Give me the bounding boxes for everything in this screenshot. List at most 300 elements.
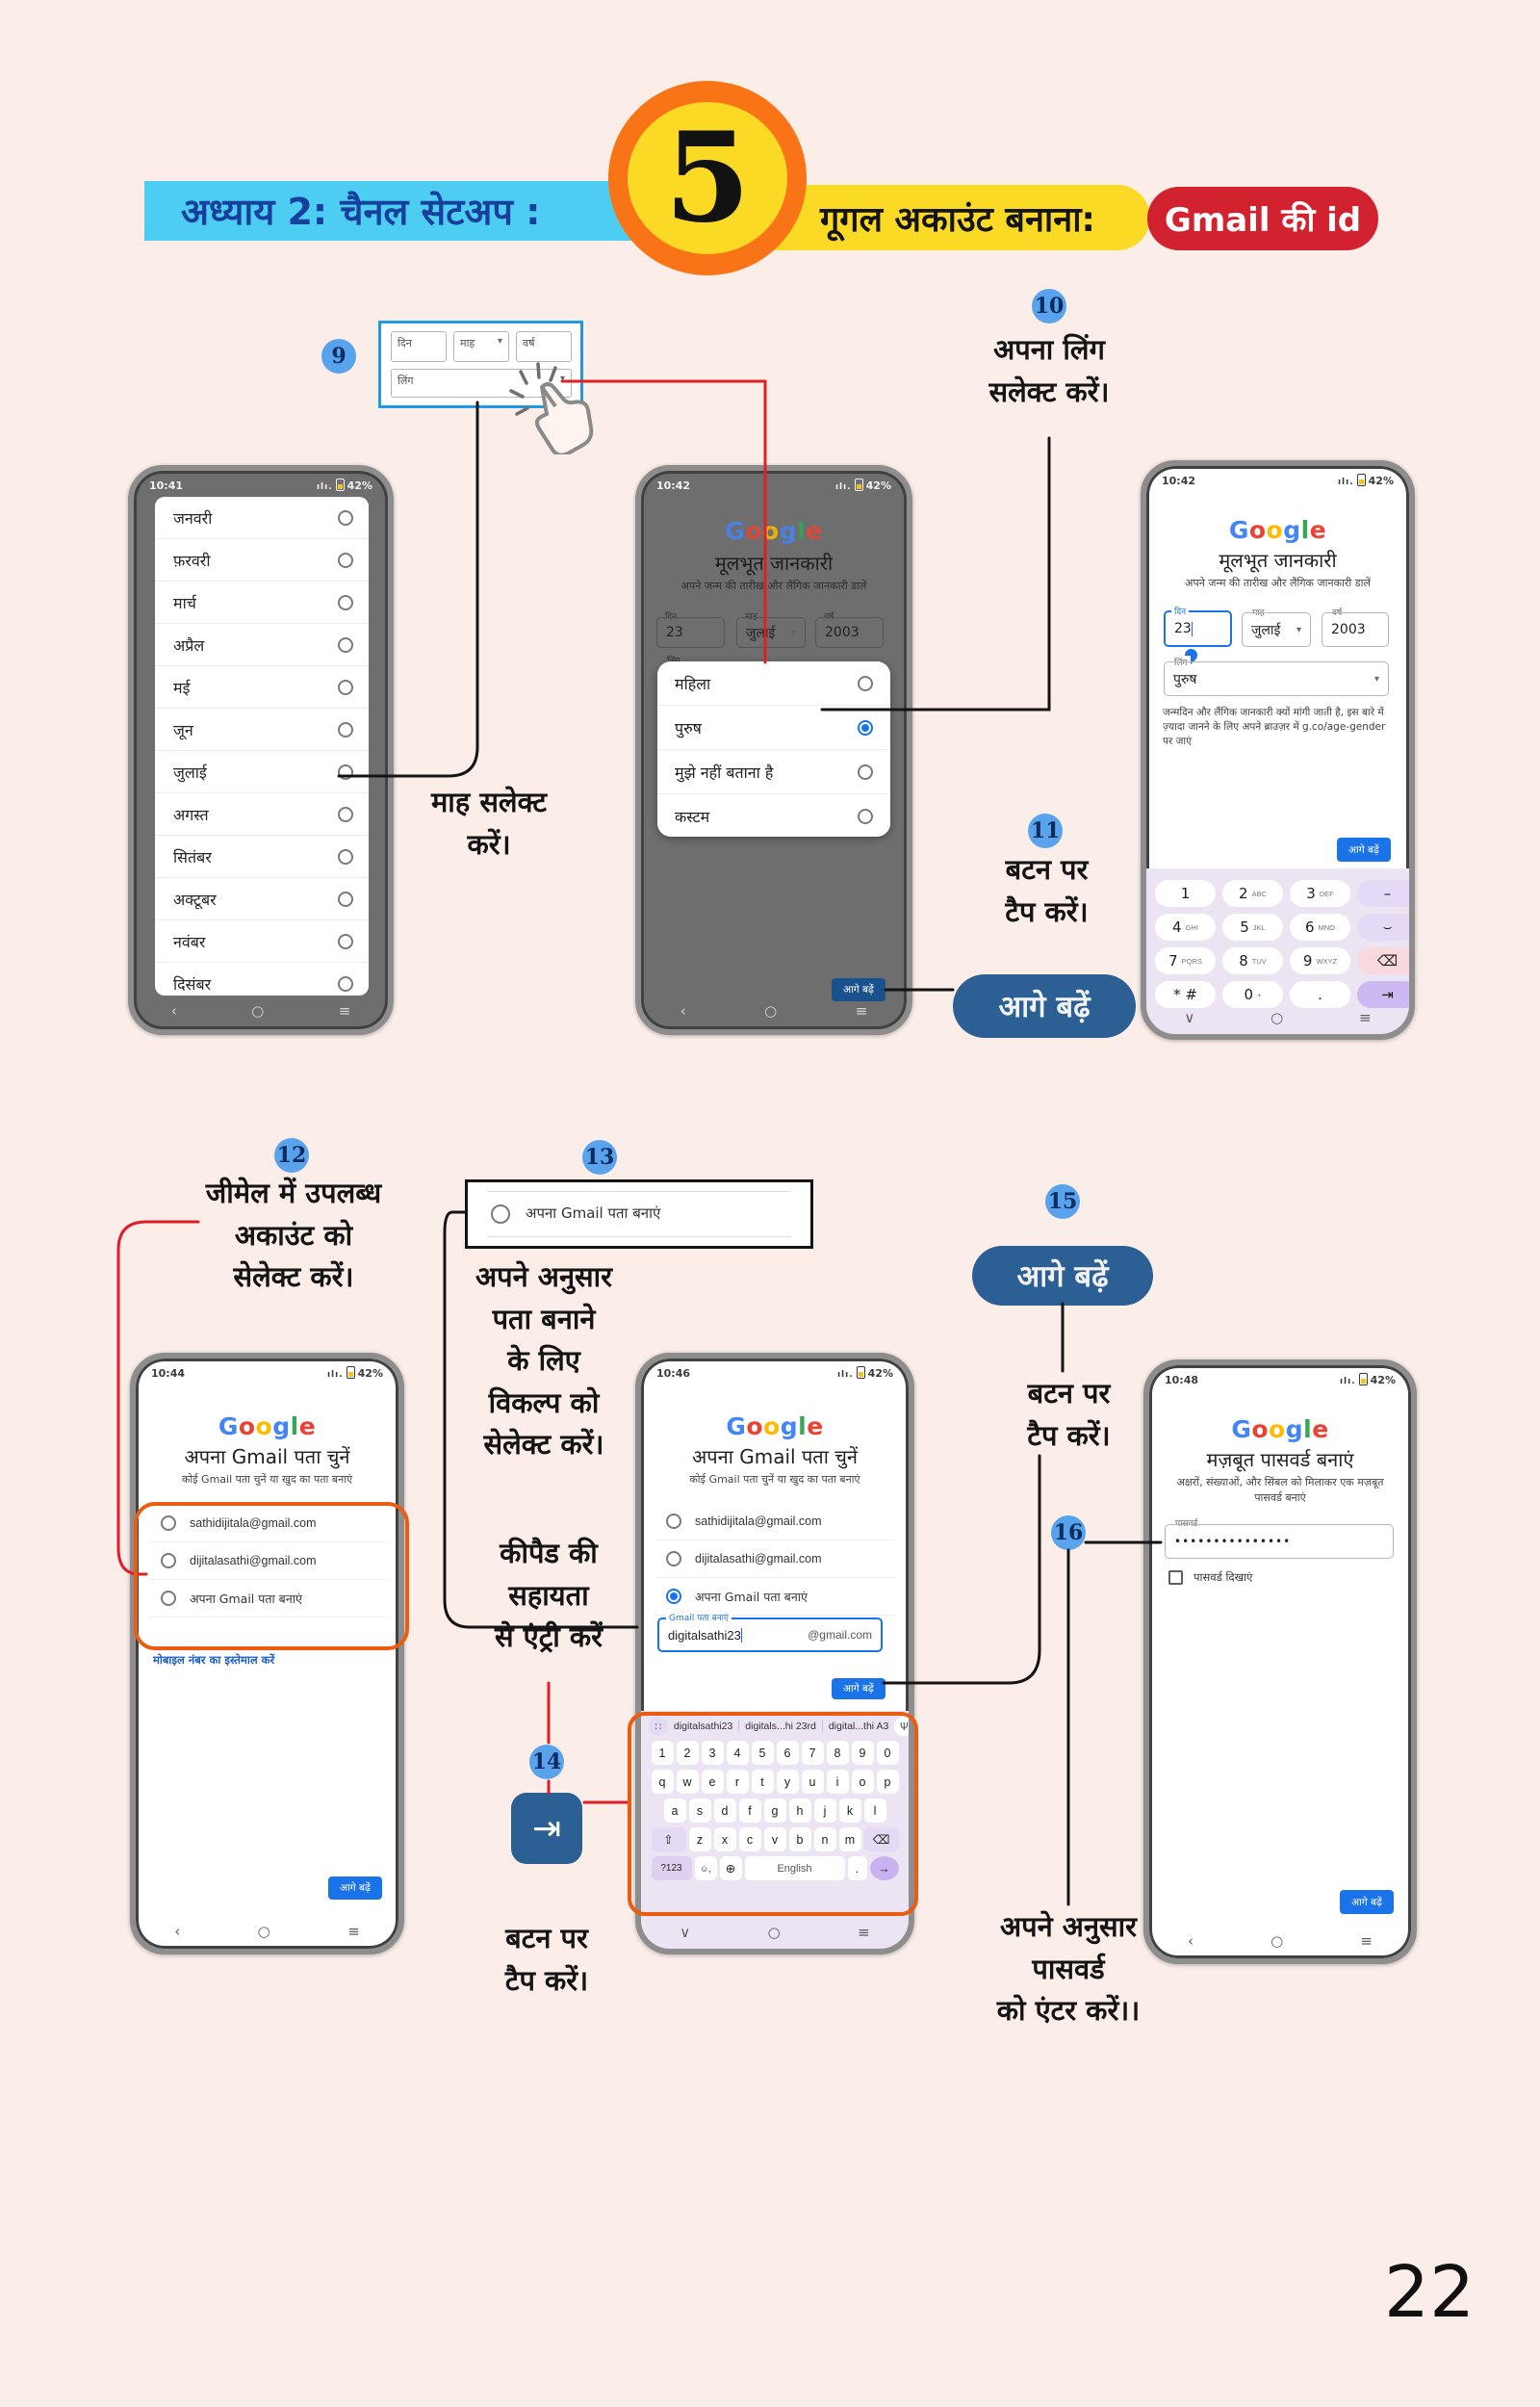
key-l[interactable]: l: [864, 1799, 886, 1823]
home-icon[interactable]: ○: [251, 1002, 265, 1020]
keypad-key[interactable]: [1155, 947, 1216, 974]
key-main: –: [1383, 885, 1392, 902]
radio-icon[interactable]: [161, 1553, 176, 1568]
recents-icon[interactable]: ≡: [855, 1002, 868, 1020]
text-line: अपने अनुसार: [999, 1910, 1138, 1943]
create-address-option-label: अपना Gmail पता बनाएं: [526, 1204, 661, 1222]
key-n[interactable]: n: [814, 1827, 836, 1851]
radio-icon[interactable]: [338, 510, 353, 526]
number-row: [641, 1741, 909, 1765]
radio-icon[interactable]: [338, 849, 353, 865]
signal-icon: ılı.: [836, 1370, 854, 1380]
year-input[interactable]: [815, 617, 884, 648]
step-number-ring: [608, 81, 807, 275]
month-value: जुलाई: [746, 625, 776, 641]
text-line: बटन पर: [1005, 853, 1089, 886]
month-row[interactable]: [155, 539, 369, 582]
page-subtitle: अपने जन्म की तारीख और लैंगिक जानकारी डालें: [1185, 577, 1371, 589]
nav-bar: [134, 1002, 388, 1020]
key-1[interactable]: 1: [652, 1741, 674, 1765]
globe-icon[interactable]: ⊕: [720, 1856, 742, 1880]
chevron-down-icon: ▾: [1296, 624, 1301, 635]
password-label: पासवर्ड: [1172, 1516, 1200, 1529]
month-row[interactable]: [155, 497, 369, 539]
year-value: 2003: [825, 625, 860, 640]
radio-icon[interactable]: [858, 764, 873, 780]
key-x[interactable]: x: [714, 1827, 736, 1851]
radio-icon[interactable]: [161, 1515, 176, 1531]
month-row[interactable]: [155, 751, 369, 793]
gmail-suffix: @gmail.com: [808, 1628, 872, 1642]
key-main: 1: [1180, 885, 1191, 902]
key-main: ⇥: [1381, 986, 1394, 1003]
google-logo-letter: g: [780, 1412, 799, 1440]
next-button[interactable]: [1340, 1890, 1394, 1914]
bottom-row: [641, 1856, 909, 1880]
google-logo-letter: o: [1248, 516, 1267, 544]
keypad-key[interactable]: [1290, 914, 1350, 941]
radio-icon[interactable]: [338, 934, 353, 949]
month-row[interactable]: [155, 793, 369, 836]
key-u[interactable]: u: [802, 1770, 824, 1794]
key-a[interactable]: a: [664, 1799, 686, 1823]
radio-icon[interactable]: [338, 722, 353, 738]
nav-bar: [136, 1923, 398, 1940]
radio-icon[interactable]: [338, 553, 353, 568]
page-title: अपना Gmail पता चुनें: [691, 1445, 859, 1468]
month-label: माह: [1249, 606, 1268, 618]
step-10-circle: [1032, 289, 1066, 324]
signal-icon: ılı.: [1337, 478, 1354, 487]
enter-key-callout[interactable]: [511, 1793, 582, 1864]
home-icon[interactable]: ○: [1270, 1932, 1284, 1950]
keypad-key[interactable]: [1357, 880, 1415, 907]
gender-label: लिंग: [1171, 656, 1191, 668]
battery-icon: [1359, 1373, 1368, 1385]
month-label: जून: [173, 720, 193, 739]
key-sub: DEF: [1319, 889, 1334, 898]
next-button-callout-11[interactable]: [953, 974, 1136, 1038]
chapter-band: [144, 181, 674, 241]
key-main: 6: [1304, 919, 1315, 936]
day-field[interactable]: [391, 331, 447, 362]
google-logo-letter: G: [725, 517, 746, 545]
key-2[interactable]: 2: [677, 1741, 699, 1765]
key-7[interactable]: 7: [802, 1741, 824, 1765]
key-9[interactable]: 9: [852, 1741, 874, 1765]
google-logo-letter: o: [1269, 1415, 1286, 1443]
month-row[interactable]: [155, 963, 369, 996]
gender-option[interactable]: [657, 661, 890, 706]
status-bar: [1149, 1372, 1411, 1387]
keypad-key[interactable]: [1155, 981, 1216, 1008]
battery-percent: 42%: [865, 479, 891, 492]
google-logo-letter: l: [1300, 516, 1310, 544]
keypad-key[interactable]: [1155, 914, 1216, 941]
page-title: मूलभूत जानकारी: [714, 552, 834, 575]
letter-row-1: [641, 1770, 909, 1794]
text-line: करें।: [467, 827, 511, 861]
keypad-key[interactable]: [1290, 947, 1350, 974]
radio-icon[interactable]: [666, 1589, 681, 1604]
chapter-step-number: [628, 102, 787, 254]
status-bar: [1146, 473, 1409, 488]
google-logo-letter: o: [762, 517, 780, 545]
page-subtitle-line1: अक्षरों, संख्याओं, और सिंबल को मिलाकर एक मज़बूत: [1176, 1476, 1384, 1488]
tap-hand-icon: [496, 358, 602, 454]
text-line: कीपैड की: [500, 1537, 598, 1569]
step-15-number: 15: [1047, 1189, 1078, 1214]
back-icon[interactable]: ‹: [174, 1923, 181, 1940]
day-input[interactable]: [656, 617, 725, 648]
radio-icon[interactable]: [338, 976, 353, 992]
key-o[interactable]: o: [852, 1770, 874, 1794]
google-logo-letter: o: [1251, 1415, 1270, 1443]
text-line: सेलेक्ट करें।: [483, 1428, 604, 1461]
emoji-key[interactable]: ☺,: [695, 1856, 717, 1880]
nav-bar: [1149, 1932, 1411, 1950]
month-label: सितंबर: [173, 847, 212, 867]
shift-key[interactable]: ⇧: [652, 1827, 686, 1851]
home-icon[interactable]: ○: [1270, 1009, 1284, 1026]
key-sub: PQRS: [1181, 956, 1202, 966]
gender-field-label: लिंग: [398, 375, 414, 387]
battery-icon: [857, 1366, 865, 1379]
battery-percent: 42%: [1370, 1374, 1396, 1386]
next-button[interactable]: [832, 978, 886, 1001]
month-label: जनवरी: [173, 508, 213, 528]
keypad-key[interactable]: [1222, 914, 1283, 941]
divider: [487, 1191, 791, 1192]
gmail-option[interactable]: [149, 1580, 386, 1618]
month-row[interactable]: [155, 709, 369, 751]
google-logo: [641, 517, 907, 545]
backspace-key[interactable]: ⌫: [864, 1827, 899, 1851]
key-c[interactable]: c: [739, 1827, 761, 1851]
text-line: माह सलेक्ट: [430, 786, 548, 818]
month-row[interactable]: [155, 624, 369, 666]
create-address-callout: [465, 1179, 813, 1249]
year-label: वर्ष: [1329, 606, 1345, 618]
text-line: बटन पर: [1027, 1377, 1111, 1410]
gender-select[interactable]: [1164, 661, 1389, 696]
google-logo: [641, 1412, 909, 1440]
next-button-label: आगे बढ़ें: [843, 984, 874, 996]
google-logo-letter: o: [746, 1412, 764, 1440]
google-logo-letter: l: [1303, 1415, 1313, 1443]
month-row[interactable]: [155, 920, 369, 963]
page-subtitle: कोई Gmail पता चुनें या खुद का पता बनाएं: [181, 1473, 353, 1486]
google-logo-letter: e: [1312, 1415, 1329, 1443]
key-sub: MNO: [1318, 922, 1336, 932]
key-t[interactable]: t: [752, 1770, 774, 1794]
month-row[interactable]: [155, 666, 369, 709]
key-main: ⌫: [1376, 952, 1399, 970]
month-row[interactable]: [155, 582, 369, 624]
month-select[interactable]: [736, 617, 806, 648]
step-13-circle: [582, 1140, 617, 1175]
next-button[interactable]: [1337, 838, 1391, 862]
key-e[interactable]: e: [702, 1770, 724, 1794]
nav-bar: [1146, 1009, 1409, 1026]
password-input[interactable]: [1165, 1524, 1394, 1559]
radio-icon[interactable]: [161, 1591, 176, 1606]
google-logo-letter: e: [298, 1412, 317, 1440]
clock: 10:46: [656, 1366, 691, 1380]
battery-icon: [1357, 474, 1366, 486]
key-p[interactable]: p: [877, 1770, 899, 1794]
signal-icon: ılı.: [316, 482, 333, 492]
key-main: 8: [1239, 952, 1248, 970]
step-9-circle: [321, 339, 356, 374]
gender-dialog: [657, 661, 890, 837]
show-password-label: पासवर्ड दिखाएं: [1194, 1570, 1253, 1584]
keypad-key[interactable]: [1155, 880, 1216, 907]
step-16-circle: [1051, 1515, 1086, 1550]
month-select[interactable]: [1242, 612, 1311, 647]
recents-icon[interactable]: ≡: [1360, 1932, 1373, 1950]
gmail-id-badge: [1147, 187, 1378, 250]
recents-icon[interactable]: ≡: [347, 1923, 360, 1940]
text-line: पता बनाने: [492, 1302, 596, 1335]
keypad-key[interactable]: [1290, 981, 1350, 1008]
google-logo-letter: o: [238, 1412, 256, 1440]
radio-icon[interactable]: [338, 892, 353, 907]
key-3[interactable]: 3: [702, 1741, 724, 1765]
key-main: 0: [1244, 986, 1254, 1003]
step-12-number: 12: [276, 1143, 307, 1168]
key-k[interactable]: k: [839, 1799, 861, 1823]
gender-option[interactable]: [657, 750, 890, 794]
space-bar[interactable]: English: [745, 1856, 845, 1880]
radio-icon[interactable]: [338, 595, 353, 610]
page-title: मूलभूत जानकारी: [1219, 549, 1337, 572]
google-logo-letter: o: [763, 1412, 781, 1440]
chevron-down-icon: ▾: [1373, 673, 1379, 685]
enter-key[interactable]: →: [870, 1856, 899, 1880]
text-line: टैप करें।: [1005, 894, 1089, 928]
clock: 10:42: [656, 479, 691, 492]
key-d[interactable]: d: [714, 1799, 736, 1823]
key-w[interactable]: w: [677, 1770, 699, 1794]
nav-bar: [641, 1002, 907, 1020]
back-icon[interactable]: ‹: [680, 1002, 686, 1020]
year-input[interactable]: [1322, 612, 1389, 647]
home-icon[interactable]: ○: [767, 1924, 781, 1941]
radio-icon[interactable]: [338, 637, 353, 653]
status-bar: [134, 478, 388, 493]
step-16-note: [972, 1906, 1165, 2032]
status-bar: [641, 478, 907, 493]
key-i[interactable]: i: [827, 1770, 849, 1794]
text-line: सेलेक्ट करें।: [233, 1260, 354, 1293]
show-password-checkbox[interactable]: [1168, 1570, 1183, 1585]
key-h[interactable]: h: [789, 1799, 811, 1823]
gmail-option-label: sathidijitala@gmail.com: [695, 1514, 822, 1528]
radio-icon[interactable]: [338, 680, 353, 695]
next-button[interactable]: [832, 1678, 886, 1699]
next-button[interactable]: [328, 1876, 382, 1900]
key-v[interactable]: v: [764, 1827, 786, 1851]
clock: 10:44: [151, 1366, 186, 1380]
google-logo-letter: e: [807, 1412, 824, 1440]
text-line: अकाउंट को: [234, 1218, 353, 1252]
text-line: के लिए: [507, 1344, 580, 1377]
home-icon[interactable]: ○: [764, 1002, 778, 1020]
suggestion-divider: [822, 1720, 823, 1733]
suggestion-chip[interactable]: digitals...hi 23rd: [745, 1721, 816, 1732]
page-title: मज़बूत पासवर्ड बनाएं: [1206, 1448, 1354, 1471]
key-s[interactable]: s: [689, 1799, 711, 1823]
key-sub: JKL: [1252, 922, 1266, 932]
year-value: 2003: [1331, 622, 1366, 637]
radio-icon[interactable]: [858, 676, 873, 691]
period-key[interactable]: .: [848, 1856, 867, 1880]
battery-icon: [336, 479, 345, 491]
phone-basic-info: [1141, 460, 1415, 1040]
month-label: दिसंबर: [173, 974, 212, 994]
month-list: [155, 497, 369, 996]
gmail-option[interactable]: [654, 1503, 895, 1540]
text-line: अपने अनुसार: [475, 1260, 613, 1293]
battery-percent: 42%: [357, 1367, 383, 1380]
radio-icon[interactable]: [666, 1514, 681, 1529]
next-button-label: आगे बढ़ें: [843, 1683, 874, 1695]
recents-icon[interactable]: ≡: [1359, 1009, 1372, 1026]
next-button-callout-15[interactable]: [972, 1246, 1153, 1306]
month-row[interactable]: [155, 836, 369, 878]
google-logo-letter: l: [797, 517, 807, 545]
gender-option[interactable]: [657, 706, 890, 750]
month-label: मार्च: [173, 593, 196, 612]
key-sub: +: [1257, 990, 1262, 999]
key-z[interactable]: z: [689, 1827, 711, 1851]
google-logo-letter: g: [779, 517, 798, 545]
gmail-options-list: [149, 1505, 386, 1618]
key-5[interactable]: 5: [752, 1741, 774, 1765]
month-label: अक्टूबर: [173, 890, 217, 909]
recents-icon[interactable]: ≡: [338, 1002, 351, 1020]
text-line: को एंटर करें।।: [996, 1994, 1141, 2027]
key-y[interactable]: y: [777, 1770, 799, 1794]
key-m[interactable]: m: [839, 1827, 861, 1851]
recents-icon[interactable]: ≡: [858, 1924, 870, 1941]
gender-option-label: कस्टम: [675, 807, 710, 826]
google-logo-letter: G: [1228, 516, 1249, 544]
keypad-key[interactable]: [1290, 880, 1350, 907]
radio-icon[interactable]: [858, 720, 873, 736]
grid-icon[interactable]: ∷: [649, 1717, 668, 1736]
key-g[interactable]: g: [764, 1799, 786, 1823]
year-label: वर्ष: [824, 612, 834, 622]
key-8[interactable]: 8: [827, 1741, 849, 1765]
back-icon[interactable]: ‹: [170, 1002, 177, 1020]
key-main: 3: [1306, 885, 1316, 902]
month-field-label: माह: [460, 337, 475, 349]
text-line: पासवर्ड: [1032, 1952, 1105, 1985]
radio-icon[interactable]: [338, 807, 353, 822]
keypad-key[interactable]: [1357, 914, 1415, 941]
month-row[interactable]: [155, 878, 369, 920]
chevron-down-icon: ▾: [790, 627, 796, 638]
keypad-key[interactable]: [1357, 981, 1415, 1008]
gmail-option[interactable]: [149, 1542, 386, 1580]
gender-option[interactable]: [657, 794, 890, 837]
radio-icon[interactable]: [666, 1551, 681, 1566]
key-r[interactable]: r: [727, 1770, 749, 1794]
back-icon[interactable]: ‹: [1188, 1932, 1194, 1950]
step-11-circle: [1028, 814, 1063, 848]
keypad-key[interactable]: [1222, 981, 1283, 1008]
signal-icon: ılı.: [834, 482, 852, 492]
day-label: दिन: [665, 612, 678, 622]
signal-icon: ılı.: [326, 1370, 344, 1380]
battery-percent: 42%: [1368, 475, 1394, 487]
letter-row-2: [641, 1799, 909, 1823]
key-4[interactable]: 4: [727, 1741, 749, 1765]
nav-bar: [641, 1924, 909, 1941]
suggestion-chip[interactable]: digital...thi A3: [828, 1721, 889, 1732]
suggestion-chip[interactable]: digitalsathi23: [674, 1721, 733, 1732]
gmail-option[interactable]: [654, 1540, 895, 1578]
gmail-field-label: Gmail पता बनाएं: [666, 1611, 732, 1623]
step-12-note: [159, 1173, 428, 1299]
home-icon[interactable]: ○: [257, 1923, 270, 1940]
keyboard-hide-icon[interactable]: ∨: [1184, 1009, 1195, 1026]
key-b[interactable]: b: [789, 1827, 811, 1851]
month-label: अप्रैल: [173, 635, 205, 655]
section-band: [765, 185, 1150, 250]
month-label: नवंबर: [173, 932, 206, 951]
google-logo-letter: l: [798, 1412, 808, 1440]
chapter-title: अध्याय 2: चैनल सेटअप :: [181, 191, 541, 233]
key-j[interactable]: j: [814, 1799, 836, 1823]
gender-option-label: मुझे नहीं बताना है: [675, 763, 774, 782]
gmail-option-label: अपना Gmail पता बनाएं: [695, 1589, 808, 1604]
next-button-callout-label: आगे बढ़ें: [1016, 1259, 1109, 1294]
page-title: अपना Gmail पता चुनें: [184, 1445, 350, 1468]
radio-icon[interactable]: [338, 764, 353, 780]
letter-row-3: [641, 1827, 909, 1851]
keypad-key[interactable]: [1222, 947, 1283, 974]
key-q[interactable]: q: [652, 1770, 674, 1794]
mic-icon[interactable]: Ψ: [894, 1717, 913, 1736]
keypad-key[interactable]: [1357, 947, 1415, 974]
day-value: 23: [666, 625, 683, 640]
keypad-help-note: [452, 1533, 645, 1659]
step-14-circle: [529, 1745, 564, 1779]
text-line: बटन पर: [505, 1922, 588, 1954]
day-value: 23: [1174, 621, 1192, 636]
month-label: अगस्त: [173, 805, 209, 824]
gender-value: पुरुष: [1173, 671, 1197, 687]
gmail-option[interactable]: [149, 1505, 386, 1542]
month-label: फ़रवरी: [173, 551, 211, 570]
key-6[interactable]: 6: [777, 1741, 799, 1765]
key-f[interactable]: f: [739, 1799, 761, 1823]
radio-icon[interactable]: [858, 809, 873, 824]
radio-icon[interactable]: [491, 1204, 510, 1224]
use-mobile-number-link[interactable]: मोबाइल नंबर का इस्तेमाल करें: [153, 1653, 275, 1667]
key-0[interactable]: 0: [877, 1741, 899, 1765]
google-logo-letter: o: [255, 1412, 273, 1440]
symbols-key[interactable]: ?123: [652, 1856, 692, 1880]
keypad-key[interactable]: [1222, 880, 1283, 907]
google-logo-letter: G: [726, 1412, 747, 1440]
next-button-label: आगे बढ़ें: [1348, 843, 1379, 856]
google-logo-letter: e: [1309, 516, 1327, 544]
keyboard-hide-icon[interactable]: ∨: [680, 1924, 691, 1941]
